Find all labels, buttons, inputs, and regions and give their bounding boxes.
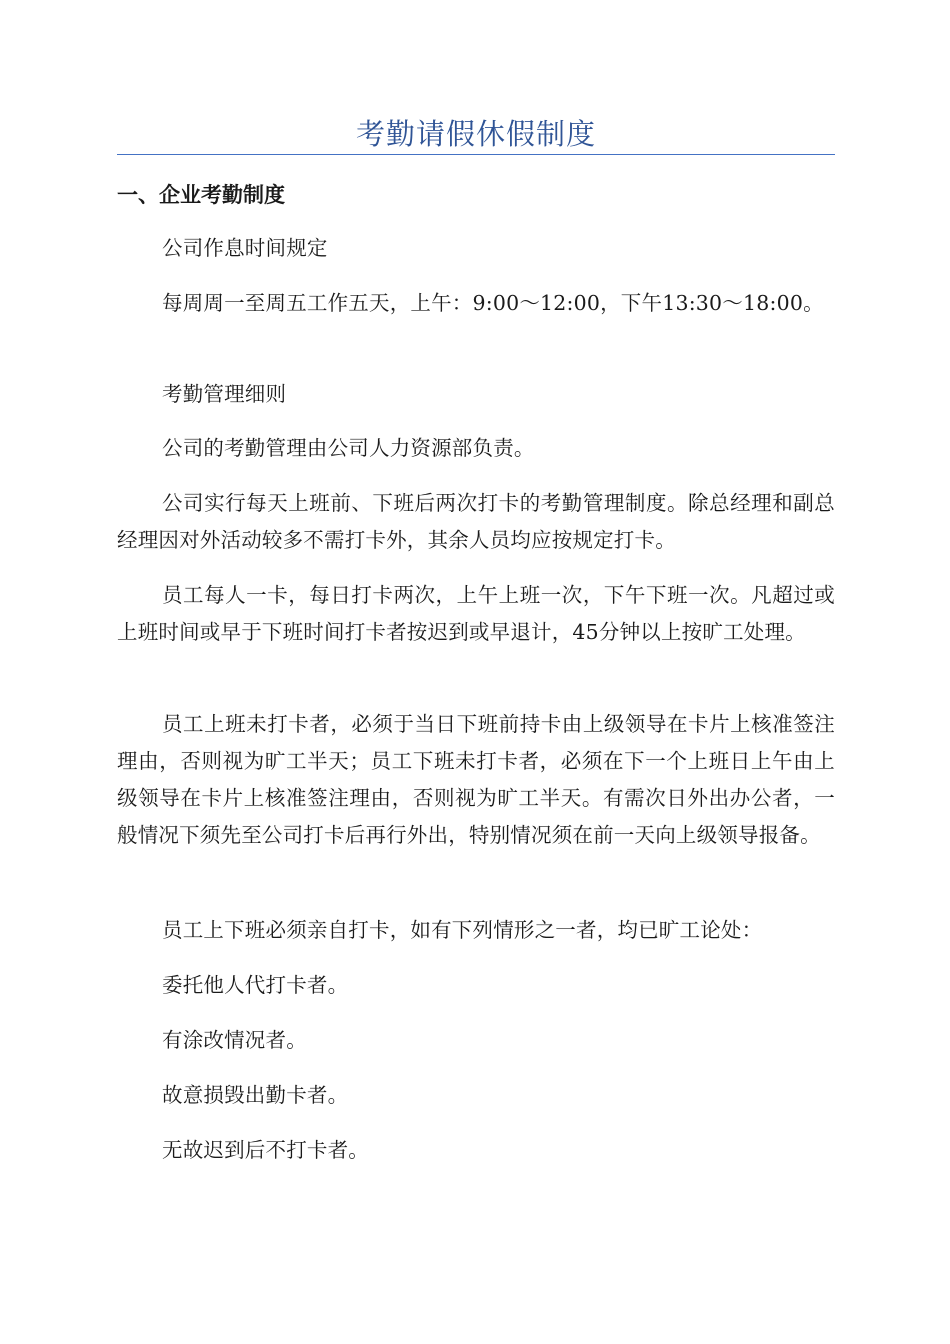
paragraph-absence-conditions: 员工上下班必须亲自打卡，如有下列情形之一者，均已旷工论处： xyxy=(162,918,763,942)
paragraph-card-rules: 员工每人一卡，每日打卡两次，上午上班一次，下午下班一次。凡超过或上班时间或早于下班时间打卡者按迟到或早退计，45分钟以上按旷工处理。 xyxy=(117,583,835,644)
list-item-late-no-clock: 无故迟到后不打卡者。 xyxy=(162,1138,369,1162)
document-title: 考勤请假休假制度 xyxy=(355,117,596,151)
title-divider xyxy=(117,154,835,155)
list-item-card-damage: 故意损毁出勤卡者。 xyxy=(162,1083,349,1107)
paragraph-work-hours-heading: 公司作息时间规定 xyxy=(162,236,328,260)
list-item-proxy-clocking: 委托他人代打卡者。 xyxy=(162,973,349,997)
paragraph-clock-in-policy: 公司实行每天上班前、下班后两次打卡的考勤管理制度。除总经理和副总经理因对外活动较多不需打卡外，其余人员均应按规定打卡。 xyxy=(117,491,835,552)
paragraph-hr-responsibility: 公司的考勤管理由公司人力资源部负责。 xyxy=(162,436,535,460)
paragraph-work-hours: 每周周一至周五工作五天，上午：9:00～12:00，下午13:30～18:00。 xyxy=(162,291,824,315)
paragraph-attendance-rules-heading: 考勤管理细则 xyxy=(162,382,287,406)
section-heading: 一、企业考勤制度 xyxy=(117,183,285,207)
paragraph-missed-clock: 员工上班未打卡者，必须于当日下班前持卡由上级领导在卡片上核准签注理由，否则视为旷工半天；员工下班未打卡者，必须在下一个上班日上午由上级领导在卡片上核准签注理由，否则视为旷工半天。有需次日外出办公者，一般情况下须先至公司打卡后再行外出，特别情况须在前一天向上级领导报备。 xyxy=(117,712,835,847)
list-item-alteration: 有涂改情况者。 xyxy=(162,1028,307,1052)
